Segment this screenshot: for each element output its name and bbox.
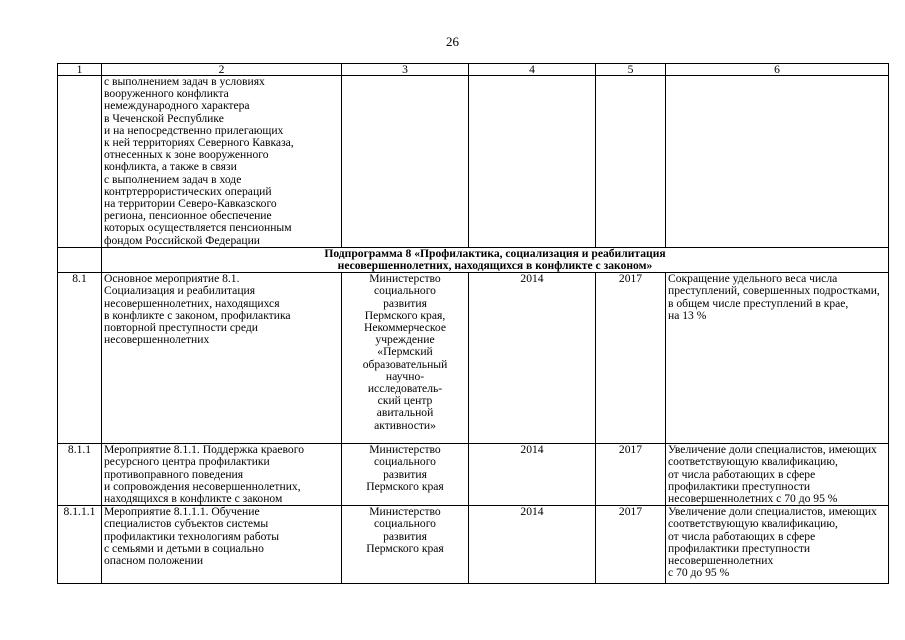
start-year-cell — [469, 76, 596, 248]
start-year-cell: 2014 — [469, 506, 596, 584]
subprogram-row — [58, 247, 889, 272]
row-number-cell: 8.1 — [58, 273, 102, 444]
result-cell — [666, 76, 889, 248]
end-year-cell: 2017 — [596, 506, 666, 584]
row-number-cell: 8.1.1 — [58, 444, 102, 506]
column-header-5: 5 — [596, 64, 666, 76]
table-row — [58, 273, 889, 444]
page-number: 26 — [446, 34, 459, 49]
column-header-4: 4 — [469, 64, 596, 76]
subprogram-title: Подпрограмма 8 «Профилактика, социализация и реабилитация несовершеннолетних, находящихся в конфликте с законом» — [102, 247, 889, 272]
column-header-2: 2 — [102, 64, 342, 76]
result-cell: Увеличение доли специалистов, имеющих соответствующую квалификацию, от числа работающих в сфере профилактики преступности несовершеннолетних с 70 до 95 % — [666, 444, 889, 506]
result-cell: Сокращение удельного веса числа преступлений, совершенных подростками, в общем числе преступлений в крае, на 13 % — [666, 273, 889, 444]
table-row — [58, 76, 889, 248]
result-cell: Увеличение доли специалистов, имеющих соответствующую квалификацию, от числа работающих в сфере профилактики преступности несовершеннолетних с 70 до 95 % — [666, 506, 889, 584]
column-header-3: 3 — [342, 64, 469, 76]
column-header-6: 6 — [666, 64, 889, 76]
row-number-cell — [58, 76, 102, 248]
executor-cell — [342, 76, 469, 248]
column-number-row — [58, 64, 889, 76]
end-year-cell: 2017 — [596, 444, 666, 506]
start-year-cell: 2014 — [469, 273, 596, 444]
row-number-cell — [58, 247, 102, 272]
column-header-1: 1 — [58, 64, 102, 76]
executor-cell: Министерство социального развития Пермского края, Некоммерческое учреждение «Пермский образовательный научно- исследователь- ский центр авитальной активности» — [342, 273, 469, 444]
start-year-cell: 2014 — [469, 444, 596, 506]
table-row — [58, 506, 889, 584]
executor-cell: Министерство социального развития Пермского края — [342, 506, 469, 584]
end-year-cell — [596, 76, 666, 248]
end-year-cell: 2017 — [596, 273, 666, 444]
activity-name-cell: Мероприятие 8.1.1. Поддержка краевого ресурсного центра профилактики противоправного поведения и сопровождения несовершеннолетних, находящихся в конфликте с законом — [102, 444, 342, 506]
table-row — [58, 444, 889, 506]
program-table — [57, 63, 889, 584]
activity-name-cell: Мероприятие 8.1.1.1. Обучение специалистов субъектов системы профилактики технологиям работы с семьями и детьми в социально опасном положении — [102, 506, 342, 584]
executor-cell: Министерство социального развития Пермского края — [342, 444, 469, 506]
activity-name-cell: Основное мероприятие 8.1. Социализация и реабилитация несовершеннолетних, находящихся в конфликте с законом, профилактика повторной преступности среди несовершеннолетних — [102, 273, 342, 444]
activity-name-cell: с выполнением задач в условиях вооруженного конфликта немеждународного характера в Чеченской Республике и на непосредственно прилегающих к ней территориях Северного Кавказа, отнесенных к зоне вооруженного конфликта, а также в связи с выполнением задач в ходе контртеррористических операций на территории Северо-Кавказского региона, пенсионное обеспечение которых осуществляется пенсионным фондом Российской Федерации — [102, 76, 342, 248]
row-number-cell: 8.1.1.1 — [58, 506, 102, 584]
